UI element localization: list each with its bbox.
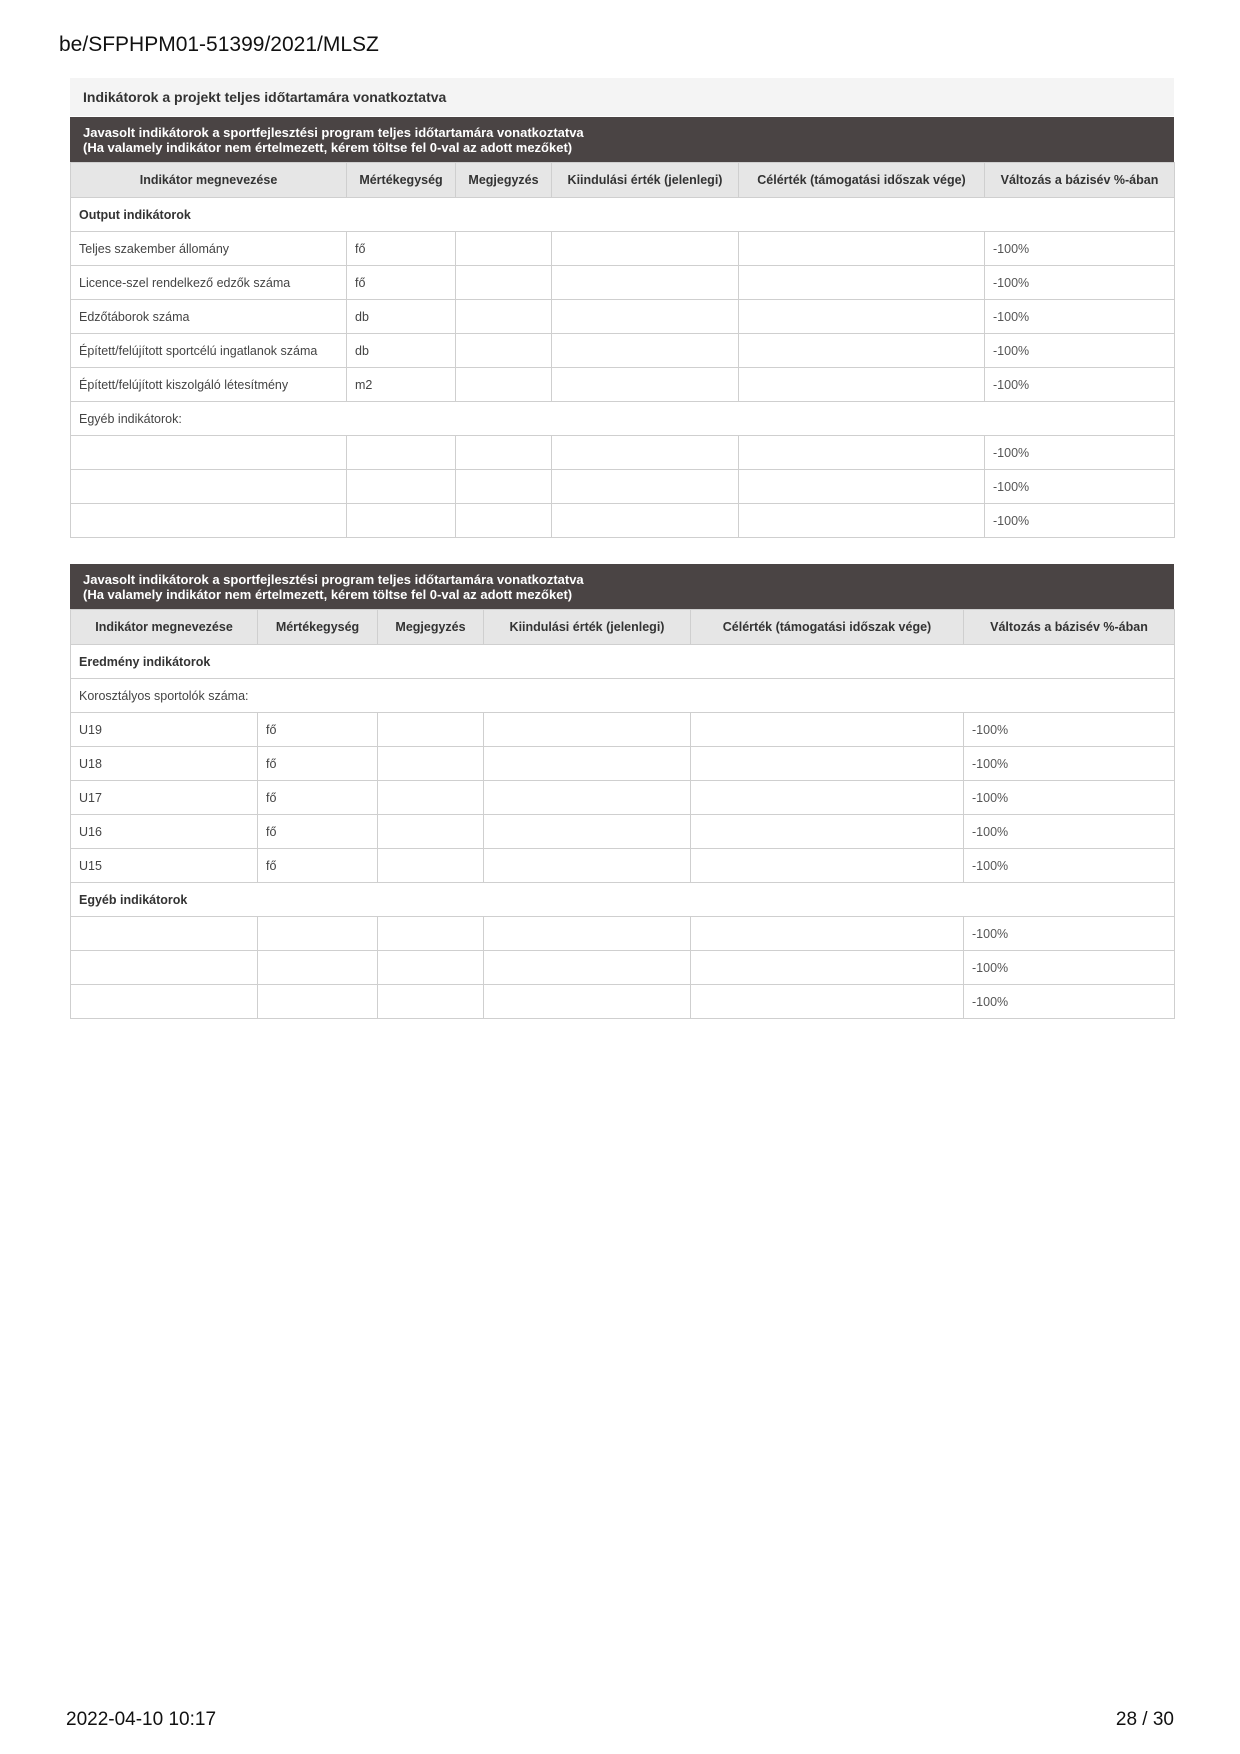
- table-row: [71, 985, 1175, 1019]
- note-field[interactable]: [378, 849, 484, 883]
- table-row: [71, 300, 1175, 334]
- table1-title: [70, 117, 1174, 162]
- indicator-name-field[interactable]: [71, 504, 347, 538]
- col-unit: Mértékegység: [258, 610, 378, 645]
- unit-field[interactable]: [347, 504, 456, 538]
- baseline-field[interactable]: [552, 232, 739, 266]
- col-target: Célérték (támogatási időszak vége): [739, 163, 985, 198]
- target-field[interactable]: [739, 368, 985, 402]
- table-row: [71, 470, 1175, 504]
- baseline-field[interactable]: [552, 300, 739, 334]
- group-row: [71, 645, 1175, 679]
- result-indicators-block: [70, 564, 1174, 1019]
- unit-cell: db: [347, 334, 456, 368]
- note-field[interactable]: [378, 815, 484, 849]
- unit-field[interactable]: [347, 470, 456, 504]
- change-cell: -100%: [985, 470, 1175, 504]
- target-field[interactable]: [691, 849, 964, 883]
- note-field[interactable]: [456, 266, 552, 300]
- group-row: [71, 402, 1175, 436]
- note-field[interactable]: [378, 781, 484, 815]
- baseline-field[interactable]: [552, 436, 739, 470]
- indicator-name-field[interactable]: [71, 985, 258, 1019]
- unit-field[interactable]: [258, 917, 378, 951]
- unit-cell: fő: [258, 849, 378, 883]
- indicator-name: U18: [71, 747, 258, 781]
- target-field[interactable]: [691, 917, 964, 951]
- note-field[interactable]: [378, 747, 484, 781]
- indicator-name: U16: [71, 815, 258, 849]
- change-cell: -100%: [964, 713, 1175, 747]
- note-field[interactable]: [456, 470, 552, 504]
- change-cell: -100%: [985, 266, 1175, 300]
- baseline-field[interactable]: [484, 917, 691, 951]
- indicator-name: U15: [71, 849, 258, 883]
- change-cell: -100%: [985, 368, 1175, 402]
- unit-cell: fő: [347, 266, 456, 300]
- unit-cell: m2: [347, 368, 456, 402]
- note-field[interactable]: [456, 504, 552, 538]
- unit-cell: fő: [258, 747, 378, 781]
- target-field[interactable]: [739, 504, 985, 538]
- footer-page-number: 28 / 30: [1115, 1709, 1174, 1730]
- table-row: [71, 713, 1175, 747]
- change-cell: -100%: [964, 815, 1175, 849]
- target-field[interactable]: [739, 470, 985, 504]
- table2-title-line1: Javasolt indikátorok a sportfejlesztési program teljes időtartamára vonatkoztatva: [83, 572, 584, 587]
- baseline-field[interactable]: [552, 266, 739, 300]
- footer-datetime: 2022-04-10 10:17: [66, 1709, 217, 1730]
- table-row: [71, 747, 1175, 781]
- baseline-field[interactable]: [484, 985, 691, 1019]
- table-row: [71, 334, 1175, 368]
- baseline-field[interactable]: [552, 470, 739, 504]
- indicator-name-field[interactable]: [71, 917, 258, 951]
- table-row: [71, 951, 1175, 985]
- col-note: Megjegyzés: [378, 610, 484, 645]
- indicator-name-field[interactable]: [71, 951, 258, 985]
- table-row: [71, 917, 1175, 951]
- indicator-name-field[interactable]: [71, 470, 347, 504]
- group-row: [71, 883, 1175, 917]
- note-field[interactable]: [456, 300, 552, 334]
- note-field[interactable]: [378, 713, 484, 747]
- change-cell: -100%: [985, 232, 1175, 266]
- col-target: Célérték (támogatási időszak vége): [691, 610, 964, 645]
- unit-cell: fő: [258, 781, 378, 815]
- target-field[interactable]: [739, 232, 985, 266]
- indicator-name: U19: [71, 713, 258, 747]
- target-field[interactable]: [739, 266, 985, 300]
- indicator-name: Licence-szel rendelkező edzők száma: [71, 266, 347, 300]
- note-field[interactable]: [378, 917, 484, 951]
- group-other-label: Egyéb indikátorok:: [71, 402, 1175, 436]
- unit-cell: db: [347, 300, 456, 334]
- output-indicators-block: [70, 117, 1174, 538]
- col-unit: Mértékegység: [347, 163, 456, 198]
- table-row: [71, 266, 1175, 300]
- change-cell: -100%: [985, 334, 1175, 368]
- note-field[interactable]: [378, 985, 484, 1019]
- document-id-header: be/SFPHPM01-51399/2021/MLSZ: [59, 33, 379, 56]
- table-row: [71, 849, 1175, 883]
- baseline-field[interactable]: [484, 781, 691, 815]
- change-cell: -100%: [985, 504, 1175, 538]
- section-title: Indikátorok a projekt teljes időtartamára vonatkoztatva: [70, 78, 1174, 116]
- indicator-name: U17: [71, 781, 258, 815]
- col-change: Változás a bázisév %-ában: [985, 163, 1175, 198]
- group-output-label: Output indikátorok: [71, 198, 1175, 232]
- target-field[interactable]: [691, 815, 964, 849]
- indicator-name: Teljes szakember állomány: [71, 232, 347, 266]
- unit-field[interactable]: [347, 436, 456, 470]
- group-other-label: Egyéb indikátorok: [71, 883, 1175, 917]
- group-result-label: Eredmény indikátorok: [71, 645, 1175, 679]
- subgroup-label: Korosztályos sportolók száma:: [71, 679, 1175, 713]
- note-field[interactable]: [378, 951, 484, 985]
- baseline-field[interactable]: [552, 368, 739, 402]
- baseline-field[interactable]: [484, 951, 691, 985]
- table1-title-line2: (Ha valamely indikátor nem értelmezett, kérem töltse fel 0-val az adott mezőket): [83, 140, 573, 155]
- note-field[interactable]: [456, 436, 552, 470]
- table-row: [71, 368, 1175, 402]
- table1-title-line1: Javasolt indikátorok a sportfejlesztési program teljes időtartamára vonatkoztatva: [83, 125, 584, 140]
- baseline-field[interactable]: [484, 747, 691, 781]
- unit-cell: fő: [258, 713, 378, 747]
- target-field[interactable]: [739, 436, 985, 470]
- change-cell: -100%: [964, 951, 1175, 985]
- table2-title-line2: (Ha valamely indikátor nem értelmezett, kérem töltse fel 0-val az adott mezőket): [83, 587, 573, 602]
- baseline-field[interactable]: [552, 334, 739, 368]
- output-indicators-table: [70, 162, 1175, 538]
- table-row: [71, 815, 1175, 849]
- col-baseline: Kiindulási érték (jelenlegi): [552, 163, 739, 198]
- target-field[interactable]: [691, 713, 964, 747]
- group-row: [71, 198, 1175, 232]
- indicator-name: Épített/felújított sportcélú ingatlanok száma: [71, 334, 347, 368]
- unit-cell: fő: [347, 232, 456, 266]
- change-cell: -100%: [985, 300, 1175, 334]
- table2-title: [70, 564, 1174, 609]
- table1-header-row: [71, 163, 1175, 198]
- group-row: [71, 679, 1175, 713]
- change-cell: -100%: [985, 436, 1175, 470]
- target-field[interactable]: [691, 781, 964, 815]
- target-field[interactable]: [691, 951, 964, 985]
- col-change: Változás a bázisév %-ában: [964, 610, 1175, 645]
- target-field[interactable]: [691, 747, 964, 781]
- unit-field[interactable]: [258, 985, 378, 1019]
- note-field[interactable]: [456, 368, 552, 402]
- baseline-field[interactable]: [484, 713, 691, 747]
- col-indicator-name: Indikátor megnevezése: [71, 163, 347, 198]
- note-field[interactable]: [456, 334, 552, 368]
- target-field[interactable]: [691, 985, 964, 1019]
- baseline-field[interactable]: [484, 815, 691, 849]
- table-row: [71, 436, 1175, 470]
- baseline-field[interactable]: [484, 849, 691, 883]
- table-row: [71, 232, 1175, 266]
- change-cell: -100%: [964, 985, 1175, 1019]
- table-row: [71, 781, 1175, 815]
- indicator-name: Épített/felújított kiszolgáló létesítmény: [71, 368, 347, 402]
- col-note: Megjegyzés: [456, 163, 552, 198]
- indicator-name: Edzőtáborok száma: [71, 300, 347, 334]
- table-row: [71, 504, 1175, 538]
- change-cell: -100%: [964, 781, 1175, 815]
- unit-field[interactable]: [258, 951, 378, 985]
- note-field[interactable]: [456, 232, 552, 266]
- change-cell: -100%: [964, 849, 1175, 883]
- change-cell: -100%: [964, 917, 1175, 951]
- baseline-field[interactable]: [552, 504, 739, 538]
- table2-header-row: [71, 610, 1175, 645]
- indicator-name-field[interactable]: [71, 436, 347, 470]
- result-indicators-table: [70, 609, 1175, 1019]
- col-indicator-name: Indikátor megnevezése: [71, 610, 258, 645]
- change-cell: -100%: [964, 747, 1175, 781]
- col-baseline: Kiindulási érték (jelenlegi): [484, 610, 691, 645]
- target-field[interactable]: [739, 334, 985, 368]
- target-field[interactable]: [739, 300, 985, 334]
- unit-cell: fő: [258, 815, 378, 849]
